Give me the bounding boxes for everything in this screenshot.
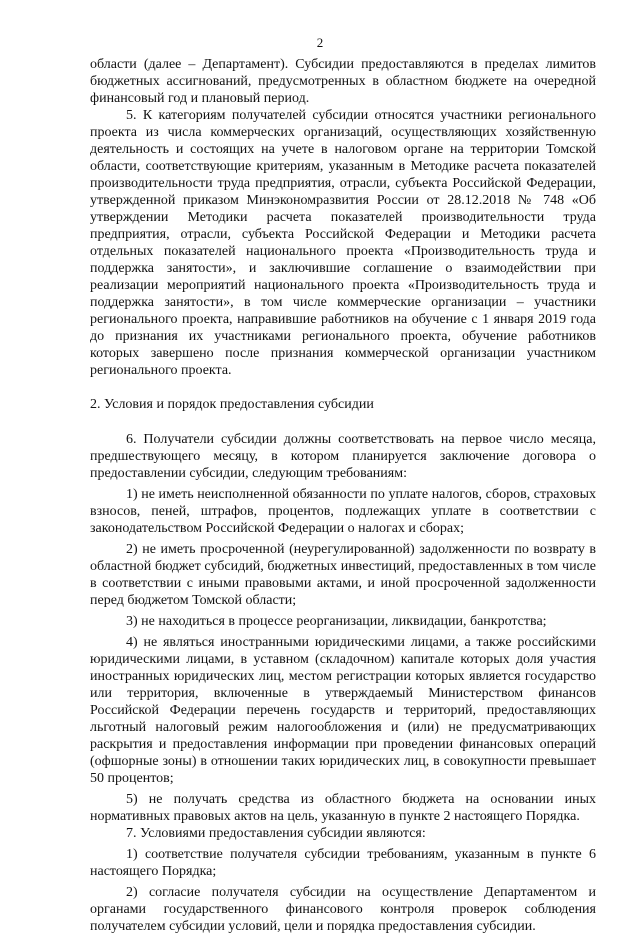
document-body (90, 56, 596, 935)
paragraph-condition-2: 2) согласие получателя субсидии на осуществление Департаментом и органами государственного финансового контроля проверок соблюдения получателем субсидии условий, цели и порядка предоставления субсидии. (90, 885, 596, 934)
paragraph-item-7: 7. Условиями предоставления субсидии являются: (126, 826, 426, 841)
paragraph-continuation: области (далее – Департамент). Субсидии предоставляются в пределах лимитов бюджетных ассигнований, предусмотренных в областном бюджете на очередной финансовый год и плановый период. (90, 57, 596, 106)
page-number: 2 (316, 35, 324, 50)
section-heading: 2. Условия и порядок предоставления субсидии (90, 397, 374, 412)
paragraph-sub-1: 1) не иметь неисполненной обязанности по уплате налогов, сборов, страховых взносов, пеней, штрафов, процентов, подлежащих уплате в соответствии с законодательством Российской Федерации о налогах и сборах; (90, 487, 596, 536)
paragraph-sub-2: 2) не иметь просроченной (неурегулированной) задолженности по возврату в областной бюджет субсидий, бюджетных инвестиций, предоставленных в том числе в соответствии с иными правовыми актами, и иной просроченной задолженности перед бюджетом Томской области; (90, 542, 596, 608)
paragraph-condition-1: 1) соответствие получателя субсидии требованиям, указанным в пункте 6 настоящего Порядка; (90, 847, 596, 879)
paragraph-sub-4: 4) не являться иностранными юридическими лицами, а также российскими юридическими лицами, в уставном (складочном) капитале которых доля участия иностранных юридических лиц, местом регистрации которых является государство или территория, включенные в утверждаемый Министерством финансов Российской Федерации перечень государств и территорий, предоставляющих льготный налоговый режим налогообложения и (или) не предусматривающих раскрытия и предоставления информации при проведении финансовых операций (офшорные зоны) в отношении таких юридических лиц, в совокупности превышает 50 процентов; (90, 635, 596, 786)
paragraph-sub-5: 5) не получать средства из областного бюджета на основании иных нормативных правовых актов на цель, указанную в пункте 2 настоящего Порядка. (90, 792, 596, 824)
paragraph-item-6: 6. Получатели субсидии должны соответствовать на первое число месяца, предшествующего месяцу, в котором планируется заключение договора о предоставлении субсидии, следующим требованиям: (90, 432, 596, 481)
paragraph-item-5: 5. К категориям получателей субсидии относятся участники регионального проекта из числа коммерческих организаций, осуществляющих хозяйственную деятельность и состоящих на учете в налоговом органе на территории Томской области, соответствующие критериям, указанным в Методике расчета показателей производительности труда предприятия, отрасли, субъекта Российской Федерации, утвержденной приказом Минэкономразвития России от 28.12.2018 № 748 «Об утверждении Методики расчета показателей производительности труда предприятия, отрасли, субъекта Российской Федерации и Методики расчета отдельных показателей национального проекта «Производительность труда и поддержка занятости», и заключившие соглашение о взаимодействии при реализации мероприятий национального проекта «Производительность труда и поддержка занятости», в том числе коммерческие организации – участники регионального проекта, направившие работников на обучение с 1 января 2019 года до признания их участниками регионального проекта, обучение работников которых завершено после признания коммерческой организации участником регионального проекта. (90, 108, 596, 378)
paragraph-sub-3: 3) не находиться в процессе реорганизации, ликвидации, банкротства; (126, 614, 547, 629)
